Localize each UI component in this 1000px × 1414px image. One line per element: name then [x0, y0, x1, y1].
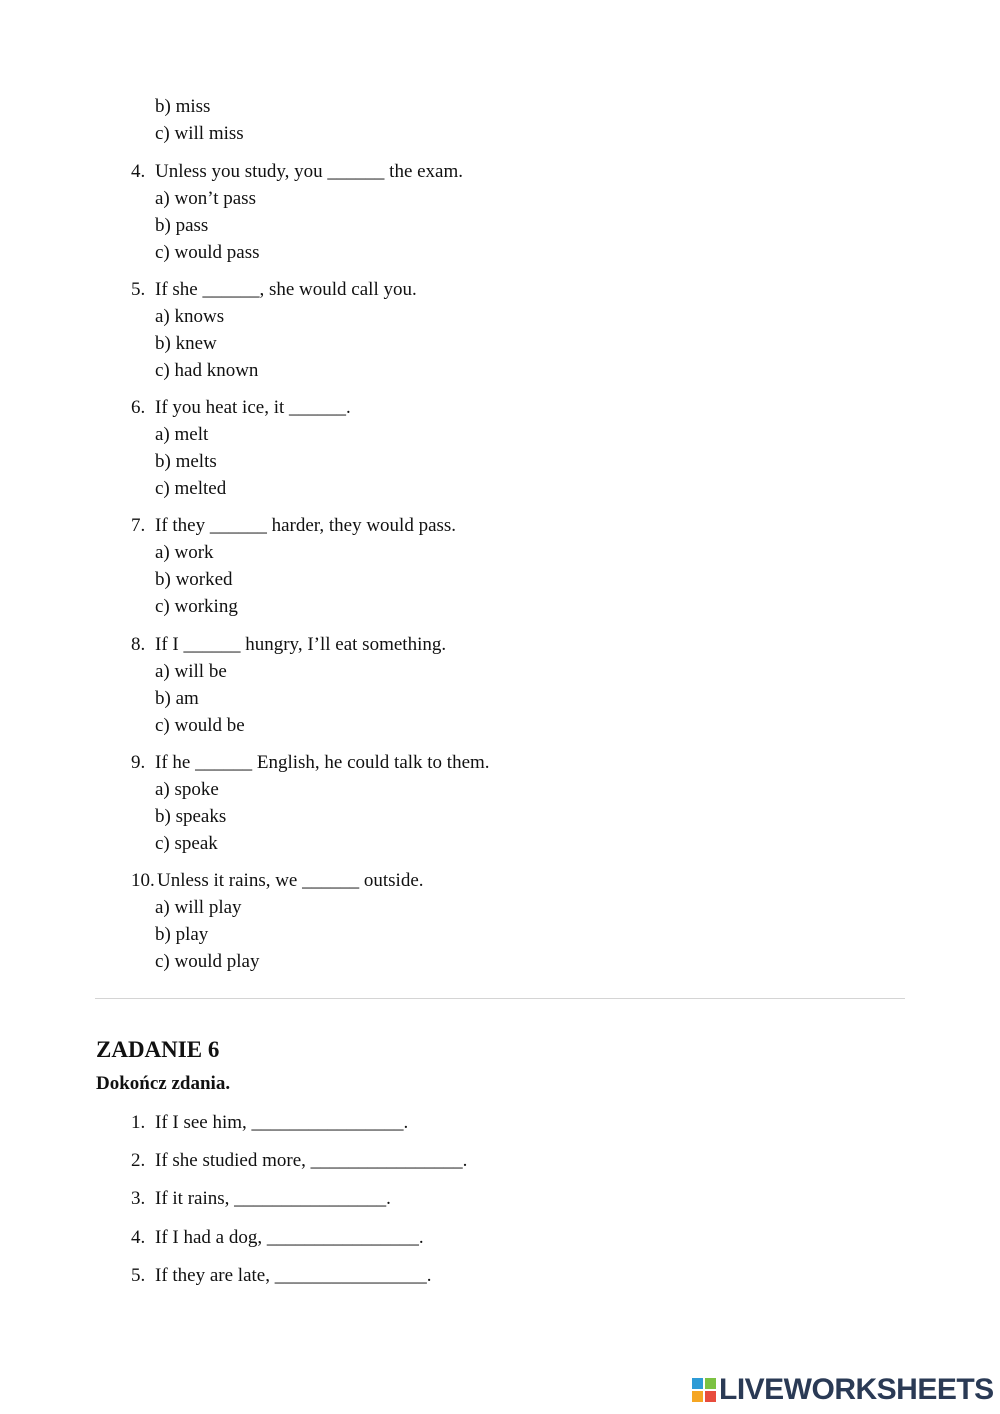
option-c[interactable]: c) working	[155, 596, 238, 617]
question-text: Unless you study, you ______ the exam.	[155, 161, 464, 182]
option-c[interactable]: c) had known	[155, 360, 259, 381]
option-c[interactable]: c) would play	[155, 951, 260, 972]
liveworksheets-logo[interactable]	[692, 1374, 994, 1406]
option-c[interactable]: c) would be	[155, 715, 245, 736]
option-b[interactable]: b) pass	[155, 215, 209, 236]
question-text: If they ______ harder, they would pass.	[155, 515, 457, 536]
option-c[interactable]: c) would pass	[155, 242, 260, 263]
option-a[interactable]: a) spoke	[155, 779, 219, 800]
question-number: 10.	[131, 870, 155, 891]
option-b[interactable]: b) worked	[155, 569, 233, 590]
question-text: If he ______ English, he could talk to them.	[155, 752, 490, 773]
option-a[interactable]: a) melt	[155, 424, 209, 445]
sentence-number: 1.	[131, 1112, 146, 1133]
sentence-text[interactable]: If I had a dog, ________________.	[155, 1227, 424, 1248]
sentence-number: 2.	[131, 1150, 146, 1171]
sentence-text[interactable]: If it rains, ________________.	[155, 1188, 391, 1209]
sentence-text[interactable]: If she studied more, ________________.	[155, 1150, 468, 1171]
question-text: If you heat ice, it ______.	[155, 397, 351, 418]
question-number: 6.	[131, 397, 146, 418]
sentence-text[interactable]: If they are late, ________________.	[155, 1265, 432, 1286]
option-a[interactable]: a) knows	[155, 306, 225, 327]
logo-square-icon	[692, 1378, 703, 1389]
question-number: 5.	[131, 279, 146, 300]
option-b[interactable]: b) speaks	[155, 806, 227, 827]
option-b[interactable]: b) melts	[155, 451, 217, 472]
question-number: 4.	[131, 161, 146, 182]
question-number: 8.	[131, 634, 146, 655]
option-a[interactable]: a) will play	[155, 897, 242, 918]
option-b[interactable]: b) play	[155, 924, 209, 945]
sentence-text[interactable]: If I see him, ________________.	[155, 1112, 409, 1133]
logo-square-icon	[705, 1378, 716, 1389]
sentence-number: 4.	[131, 1227, 146, 1248]
logo-square-icon	[705, 1391, 716, 1402]
question-number: 7.	[131, 515, 146, 536]
sentence-number: 5.	[131, 1265, 146, 1286]
liveworksheets-logo-icon	[692, 1378, 716, 1402]
question-text: If she ______, she would call you.	[155, 279, 417, 300]
logo-square-icon	[692, 1391, 703, 1402]
section-divider	[95, 998, 905, 999]
option-b[interactable]: b) knew	[155, 333, 217, 354]
option-a[interactable]: a) work	[155, 542, 214, 563]
section-heading: ZADANIE 6	[96, 1037, 220, 1062]
option-c[interactable]: c) melted	[155, 478, 227, 499]
option-b[interactable]: b) am	[155, 688, 199, 709]
question-text: If I ______ hungry, I’ll eat something.	[155, 634, 447, 655]
option-a[interactable]: a) won’t pass	[155, 188, 256, 209]
question-text: Unless it rains, we ______ outside.	[157, 870, 424, 891]
logo-text: LIVEWORKSHEETS	[719, 1373, 994, 1406]
option-c[interactable]: c) speak	[155, 833, 218, 854]
option-q3-c: c) will miss	[155, 123, 244, 144]
section-instruction: Dokończ zdania.	[96, 1073, 231, 1094]
option-q3-b: b) miss	[155, 96, 211, 117]
sentence-number: 3.	[131, 1188, 146, 1209]
option-a[interactable]: a) will be	[155, 661, 227, 682]
question-number: 9.	[131, 752, 146, 773]
